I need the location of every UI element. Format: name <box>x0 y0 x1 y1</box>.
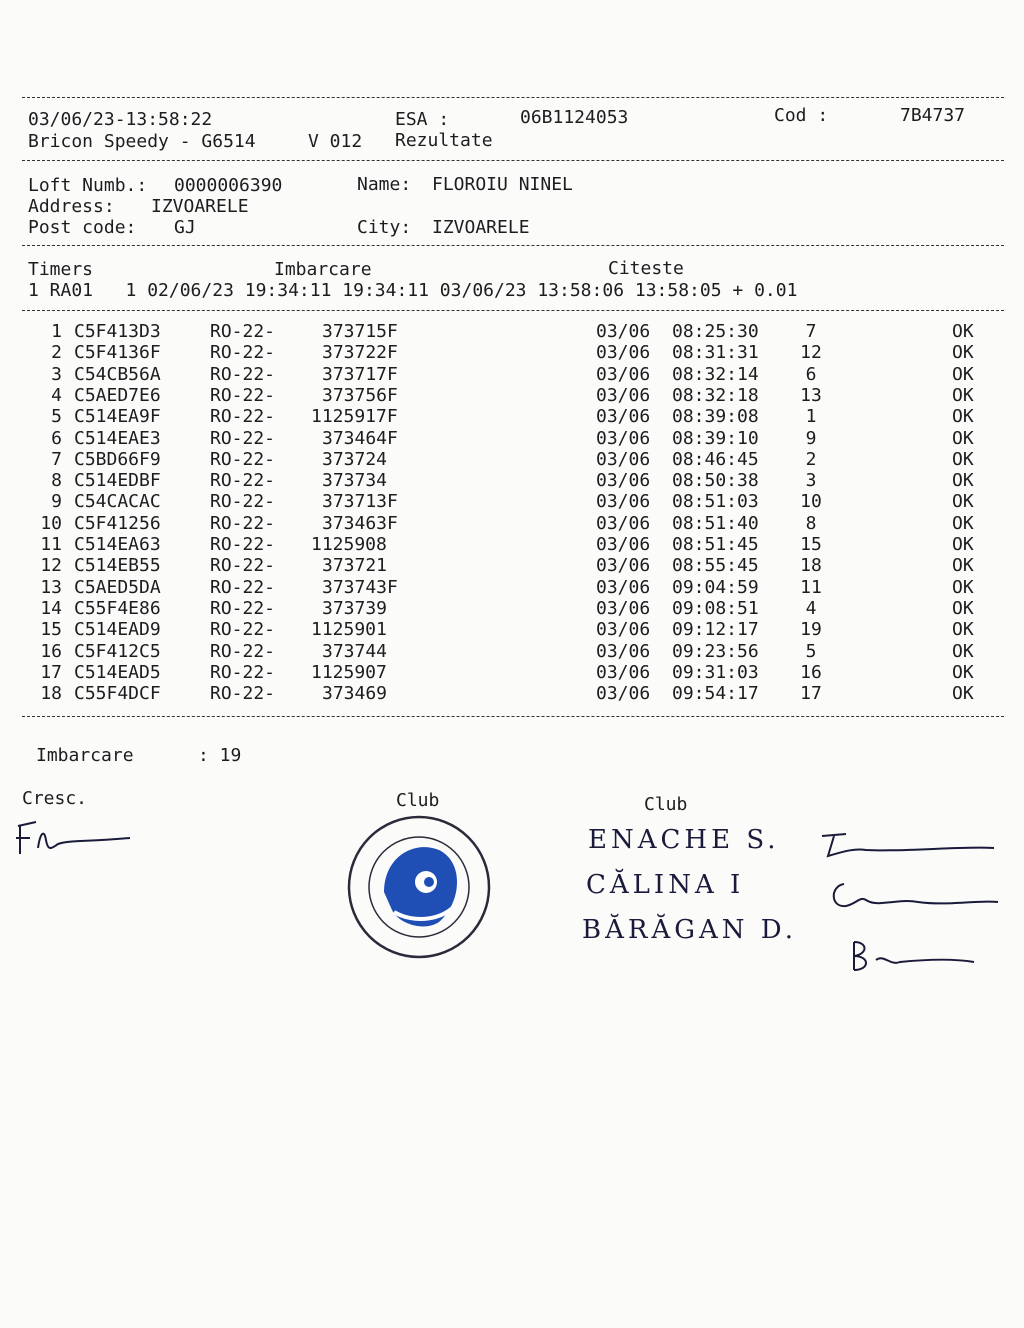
position: 2 <box>805 448 817 470</box>
postcode-label: Post code: <box>28 217 137 238</box>
position: 1 <box>805 406 817 428</box>
arrival-date: 03/06 <box>596 555 651 577</box>
timers-line: 1 RA01 1 02/06/23 19:34:11 19:34:11 03/06/23 13:58:06 13:58:05 + 0.01 <box>28 280 798 301</box>
ring-number: 1125907 <box>311 661 387 683</box>
ring-number: 373715F <box>322 321 398 342</box>
table-row <box>0 342 1024 363</box>
city-value: IZVOARELE <box>432 217 530 238</box>
status: OK <box>952 555 974 577</box>
status: OK <box>952 597 974 619</box>
commission-signature-3 <box>850 936 980 976</box>
row-number: 6 <box>51 427 62 449</box>
address-value: IZVOARELE <box>151 196 249 217</box>
row-number: 2 <box>51 342 62 364</box>
ring-number: 373722F <box>322 342 398 364</box>
position: 6 <box>805 363 817 385</box>
position: 10 <box>800 491 822 513</box>
arrival-time: 09:12:17 <box>672 619 759 641</box>
ring-number: 373717F <box>322 363 398 385</box>
ring-prefix: RO-22- <box>210 597 276 619</box>
ring-prefix: RO-22- <box>210 683 276 705</box>
arrival-time: 09:23:56 <box>672 640 759 662</box>
chip-id: C5F4136F <box>74 342 161 364</box>
arrival-date: 03/06 <box>596 406 651 428</box>
row-number: 9 <box>51 491 62 513</box>
position: 17 <box>800 683 822 705</box>
arrival-date: 03/06 <box>596 427 651 449</box>
ring-prefix: RO-22- <box>210 448 276 470</box>
status: OK <box>952 683 974 705</box>
ring-prefix: RO-22- <box>210 406 276 428</box>
ring-number: 373743F <box>322 576 398 598</box>
ring-number: 1125917F <box>311 406 398 428</box>
commission-signature-1 <box>818 826 998 866</box>
status: OK <box>952 363 974 385</box>
ring-number: 373463F <box>322 512 398 534</box>
ring-number: 373713F <box>322 491 398 513</box>
separator-header <box>22 160 1004 161</box>
table-row <box>0 555 1024 576</box>
arrival-time: 09:31:03 <box>672 661 759 683</box>
club-label-stamp: Club <box>396 790 440 811</box>
arrival-time: 08:39:08 <box>672 406 759 428</box>
ring-number: 373744 <box>322 640 388 662</box>
timers-label: Timers <box>28 259 94 280</box>
print-datetime: 03/06/23-13:58:22 <box>28 109 213 130</box>
row-number: 12 <box>40 555 62 577</box>
commission-name-3: BĂRĂGAN D. <box>582 915 797 945</box>
table-row <box>0 641 1024 662</box>
chip-id: C514EB55 <box>74 555 161 577</box>
arrival-time: 08:51:40 <box>672 512 759 534</box>
table-row <box>0 321 1024 342</box>
status: OK <box>952 384 974 406</box>
row-number: 5 <box>51 406 62 428</box>
position: 11 <box>800 576 822 598</box>
imbarcare-total-label: Imbarcare <box>36 745 134 766</box>
chip-id: C514EA9F <box>74 406 161 428</box>
ring-prefix: RO-22- <box>210 491 276 513</box>
imbarcare-total-value: : 19 <box>198 745 242 766</box>
fancier-name: FLOROIU NINEL <box>432 174 573 195</box>
arrival-date: 03/06 <box>596 576 651 598</box>
arrival-date: 03/06 <box>596 470 651 492</box>
status: OK <box>952 406 974 428</box>
cod-label: Cod : <box>774 105 829 126</box>
chip-id: C5BD66F9 <box>74 448 161 470</box>
chip-id: C55F4E86 <box>74 597 161 619</box>
ring-prefix: RO-22- <box>210 342 276 364</box>
chip-id: C54CACAC <box>74 491 161 513</box>
table-row <box>0 364 1024 385</box>
loft-label: Loft Numb.: <box>28 175 148 196</box>
position: 18 <box>800 555 822 577</box>
table-row <box>0 598 1024 619</box>
report-title: Rezultate <box>395 130 493 151</box>
arrival-time: 08:51:03 <box>672 491 759 513</box>
arrival-time: 08:55:45 <box>672 555 759 577</box>
arrival-time: 08:51:45 <box>672 534 759 555</box>
ring-number: 373724 <box>322 448 388 470</box>
table-row <box>0 470 1024 491</box>
position: 13 <box>800 384 822 406</box>
ring-prefix: RO-22- <box>210 555 276 577</box>
device-version: V 012 <box>308 131 363 152</box>
ring-number: 1125901 <box>311 619 387 641</box>
status: OK <box>952 640 974 662</box>
status: OK <box>952 512 974 534</box>
row-number: 1 <box>51 321 62 342</box>
row-number: 7 <box>51 448 62 470</box>
row-number: 3 <box>51 363 62 385</box>
row-number: 10 <box>40 512 62 534</box>
ring-number: 373469 <box>322 683 388 705</box>
arrival-time: 08:31:31 <box>672 342 759 364</box>
position: 12 <box>800 342 822 364</box>
arrival-date: 03/06 <box>596 321 651 342</box>
position: 8 <box>805 512 817 534</box>
status: OK <box>952 470 974 492</box>
separator-fancier <box>22 245 1004 246</box>
postcode-value: GJ <box>174 217 196 238</box>
arrival-date: 03/06 <box>596 448 651 470</box>
device-name: Bricon Speedy - G6514 <box>28 131 256 152</box>
arrival-time: 09:04:59 <box>672 576 759 598</box>
position: 7 <box>805 321 817 342</box>
status: OK <box>952 321 974 342</box>
ring-number: 1125908 <box>311 534 387 555</box>
ring-number: 373739 <box>322 597 388 619</box>
arrival-date: 03/06 <box>596 384 651 406</box>
ring-number: 373756F <box>322 384 398 406</box>
position: 9 <box>805 427 817 449</box>
status: OK <box>952 661 974 683</box>
arrival-date: 03/06 <box>596 661 651 683</box>
commission-signature-2 <box>826 878 1002 918</box>
row-number: 13 <box>40 576 62 598</box>
arrival-date: 03/06 <box>596 342 651 364</box>
chip-id: C5AED7E6 <box>74 384 161 406</box>
arrival-time: 08:25:30 <box>672 321 759 342</box>
arrival-date: 03/06 <box>596 640 651 662</box>
chip-id: C5F412C5 <box>74 640 161 662</box>
table-row <box>0 491 1024 512</box>
status: OK <box>952 576 974 598</box>
chip-id: C514EAD9 <box>74 619 161 641</box>
table-row <box>0 449 1024 470</box>
ring-prefix: RO-22- <box>210 534 276 555</box>
club-label-commission: Club <box>644 794 688 815</box>
arrival-time: 08:39:10 <box>672 427 759 449</box>
status: OK <box>952 491 974 513</box>
arrival-date: 03/06 <box>596 597 651 619</box>
table-row <box>0 513 1024 534</box>
ring-prefix: RO-22- <box>210 384 276 406</box>
separator-top <box>22 97 1004 98</box>
position: 4 <box>805 597 817 619</box>
separator-bottom <box>22 716 1004 717</box>
table-row <box>0 406 1024 427</box>
position: 3 <box>805 470 817 492</box>
status: OK <box>952 448 974 470</box>
arrival-date: 03/06 <box>596 534 651 555</box>
ring-number: 373734 <box>322 470 388 492</box>
status: OK <box>952 427 974 449</box>
arrival-date: 03/06 <box>596 683 651 705</box>
ring-prefix: RO-22- <box>210 661 276 683</box>
row-number: 14 <box>40 597 62 619</box>
row-number: 4 <box>51 384 62 406</box>
timers-imbarcare-label: Imbarcare <box>274 259 372 280</box>
ring-prefix: RO-22- <box>210 363 276 385</box>
commission-name-2: CĂLINA I <box>586 870 745 900</box>
chip-id: C5F41256 <box>74 512 161 534</box>
arrival-time: 08:32:14 <box>672 363 759 385</box>
position: 16 <box>800 661 822 683</box>
row-number: 16 <box>40 640 62 662</box>
ring-prefix: RO-22- <box>210 512 276 534</box>
cod-value: 7B4737 <box>900 105 966 126</box>
table-row <box>0 385 1024 406</box>
position: 5 <box>805 640 817 662</box>
arrival-date: 03/06 <box>596 619 651 641</box>
chip-id: C514EAE3 <box>74 427 161 449</box>
separator-timers <box>22 310 1004 311</box>
chip-id: C55F4DCF <box>74 683 161 705</box>
table-row <box>0 683 1024 704</box>
ring-number: 373721 <box>322 555 388 577</box>
row-number: 18 <box>40 683 62 705</box>
chip-id: C514EAD5 <box>74 661 161 683</box>
arrival-time: 08:32:18 <box>672 384 759 406</box>
esa-value: 06B1124053 <box>520 107 629 128</box>
row-number: 8 <box>51 470 62 492</box>
position: 19 <box>800 619 822 641</box>
table-row <box>0 577 1024 598</box>
table-row <box>0 534 1024 555</box>
status: OK <box>952 534 974 555</box>
position: 15 <box>800 534 822 555</box>
arrival-date: 03/06 <box>596 491 651 513</box>
city-label: City: <box>357 217 412 238</box>
table-row <box>0 619 1024 640</box>
arrival-date: 03/06 <box>596 512 651 534</box>
cresc-signature <box>14 818 144 868</box>
chip-id: C514EA63 <box>74 534 161 555</box>
status: OK <box>952 619 974 641</box>
arrival-time: 08:46:45 <box>672 448 759 470</box>
chip-id: C5AED5DA <box>74 576 161 598</box>
row-number: 11 <box>40 534 62 555</box>
chip-id: C54CB56A <box>74 363 161 385</box>
row-number: 17 <box>40 661 62 683</box>
cresc-label: Cresc. <box>22 788 88 809</box>
esa-label: ESA : <box>395 109 450 130</box>
ring-prefix: RO-22- <box>210 321 276 342</box>
chip-id: C514EDBF <box>74 470 161 492</box>
table-row <box>0 428 1024 449</box>
ring-prefix: RO-22- <box>210 640 276 662</box>
club-stamp <box>344 812 494 962</box>
arrival-date: 03/06 <box>596 363 651 385</box>
ring-prefix: RO-22- <box>210 576 276 598</box>
ring-prefix: RO-22- <box>210 470 276 492</box>
arrival-time: 09:08:51 <box>672 597 759 619</box>
ring-prefix: RO-22- <box>210 427 276 449</box>
name-label: Name: <box>357 174 412 195</box>
table-row <box>0 662 1024 683</box>
chip-id: C5F413D3 <box>74 321 161 342</box>
ring-number: 373464F <box>322 427 398 449</box>
row-number: 15 <box>40 619 62 641</box>
arrival-time: 08:50:38 <box>672 470 759 492</box>
address-label: Address: <box>28 196 115 217</box>
commission-name-1: ENACHE S. <box>588 825 780 855</box>
loft-number: 0000006390 <box>174 175 283 196</box>
ring-prefix: RO-22- <box>210 619 276 641</box>
status: OK <box>952 342 974 364</box>
arrival-time: 09:54:17 <box>672 683 759 705</box>
timers-citeste-label: Citeste <box>608 258 684 279</box>
